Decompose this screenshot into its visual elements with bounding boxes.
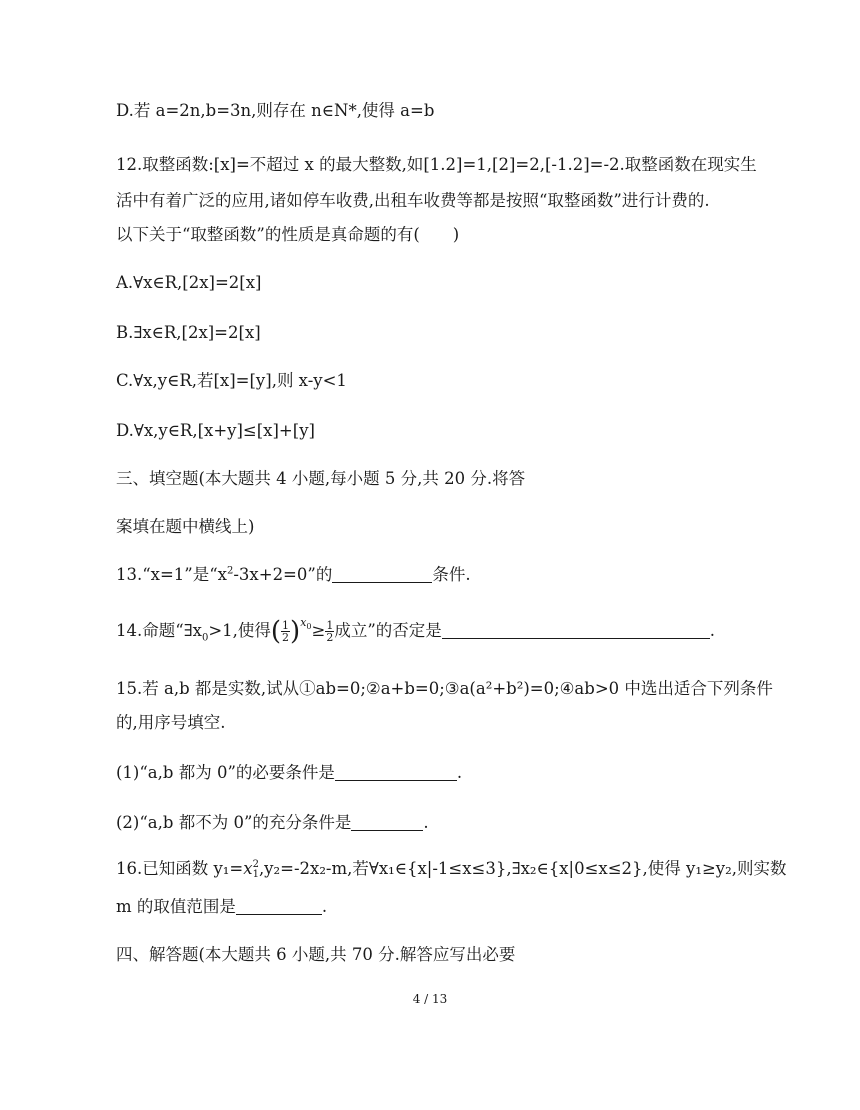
answer-blank-15-1	[335, 764, 457, 781]
section-3-heading-cont: 案填在题中横线上)	[116, 517, 255, 536]
answer-blank-16	[236, 898, 322, 915]
question-12-stem-line2: 活中有着广泛的应用,诸如停车收费,出租车收费等都是按照“取整函数”进行计费的.	[116, 191, 710, 210]
option-a-q12: A.∀x∈R,[2x]=2[x]	[116, 273, 262, 292]
option-b-q12: B.∃x∈R,[2x]=2[x]	[116, 323, 261, 342]
option-d-q11: D.若 a=2n,b=3n,则存在 n∈N*,使得 a=b	[116, 101, 435, 120]
question-15-stem-line1: 15.若 a,b 都是实数,试从①ab=0;②a+b=0;③a(a²+b²)=0;④ab>0 中选出适合下列条件	[116, 679, 773, 698]
question-16-line1: 16.已知函数 y₁=x 2 1 ,y₂=-2x₂-m,若∀x₁∈{x|-1≤x≤3},∃x₂∈{x|0≤x≤2},使得 y₁≥y₂,则实数	[116, 858, 787, 880]
fraction-one-half-2: $\frac{1}{2}$	[326, 619, 334, 644]
question-12-stem-line1: 12.取整函数:[x]=不超过 x 的最大整数,如[1.2]=1,[2]=2,[-1.2]=-2.取整函数在现实生	[116, 155, 757, 174]
option-c-q12: C.∀x,y∈R,若[x]=[y],则 x-y<1	[116, 371, 347, 390]
question-15-part1: (1)“a,b 都为 0”的必要条件是 .	[116, 763, 463, 782]
page-number: 4 / 13	[412, 992, 448, 1006]
question-15-stem-line2: 的,用序号填空.	[116, 713, 226, 732]
fraction-one-half: $\frac{1}{2}$	[282, 619, 290, 644]
option-d-q12: D.∀x,y∈R,[x+y]≤[x]+[y]	[116, 421, 315, 440]
question-16-line2: m 的取值范围是 .	[116, 897, 328, 916]
section-4-heading: 四、解答题(本大题共 6 小题,共 70 分.解答应写出必要	[116, 945, 516, 964]
answer-blank-14	[442, 622, 710, 639]
question-12-stem-line3: 以下关于“取整函数”的性质是真命题的有( )	[116, 225, 460, 244]
answer-blank-13	[332, 566, 432, 583]
question-15-part2: (2)“a,b 都不为 0”的充分条件是 .	[116, 813, 429, 832]
section-3-heading: 三、填空题(本大题共 4 小题,每小题 5 分,共 20 分.将答	[116, 469, 526, 488]
answer-blank-15-2	[351, 814, 423, 831]
question-13: 13.“x=1”是“$x^2-3x+2=0$”的 条件.	[116, 565, 471, 584]
question-14: 14.命题“$\exists x_0>1$,使得( $\frac{1}{2}$ )$^{x_0}$≥ $\frac{1}{2}$ 成立”的否定是 .	[116, 616, 716, 647]
